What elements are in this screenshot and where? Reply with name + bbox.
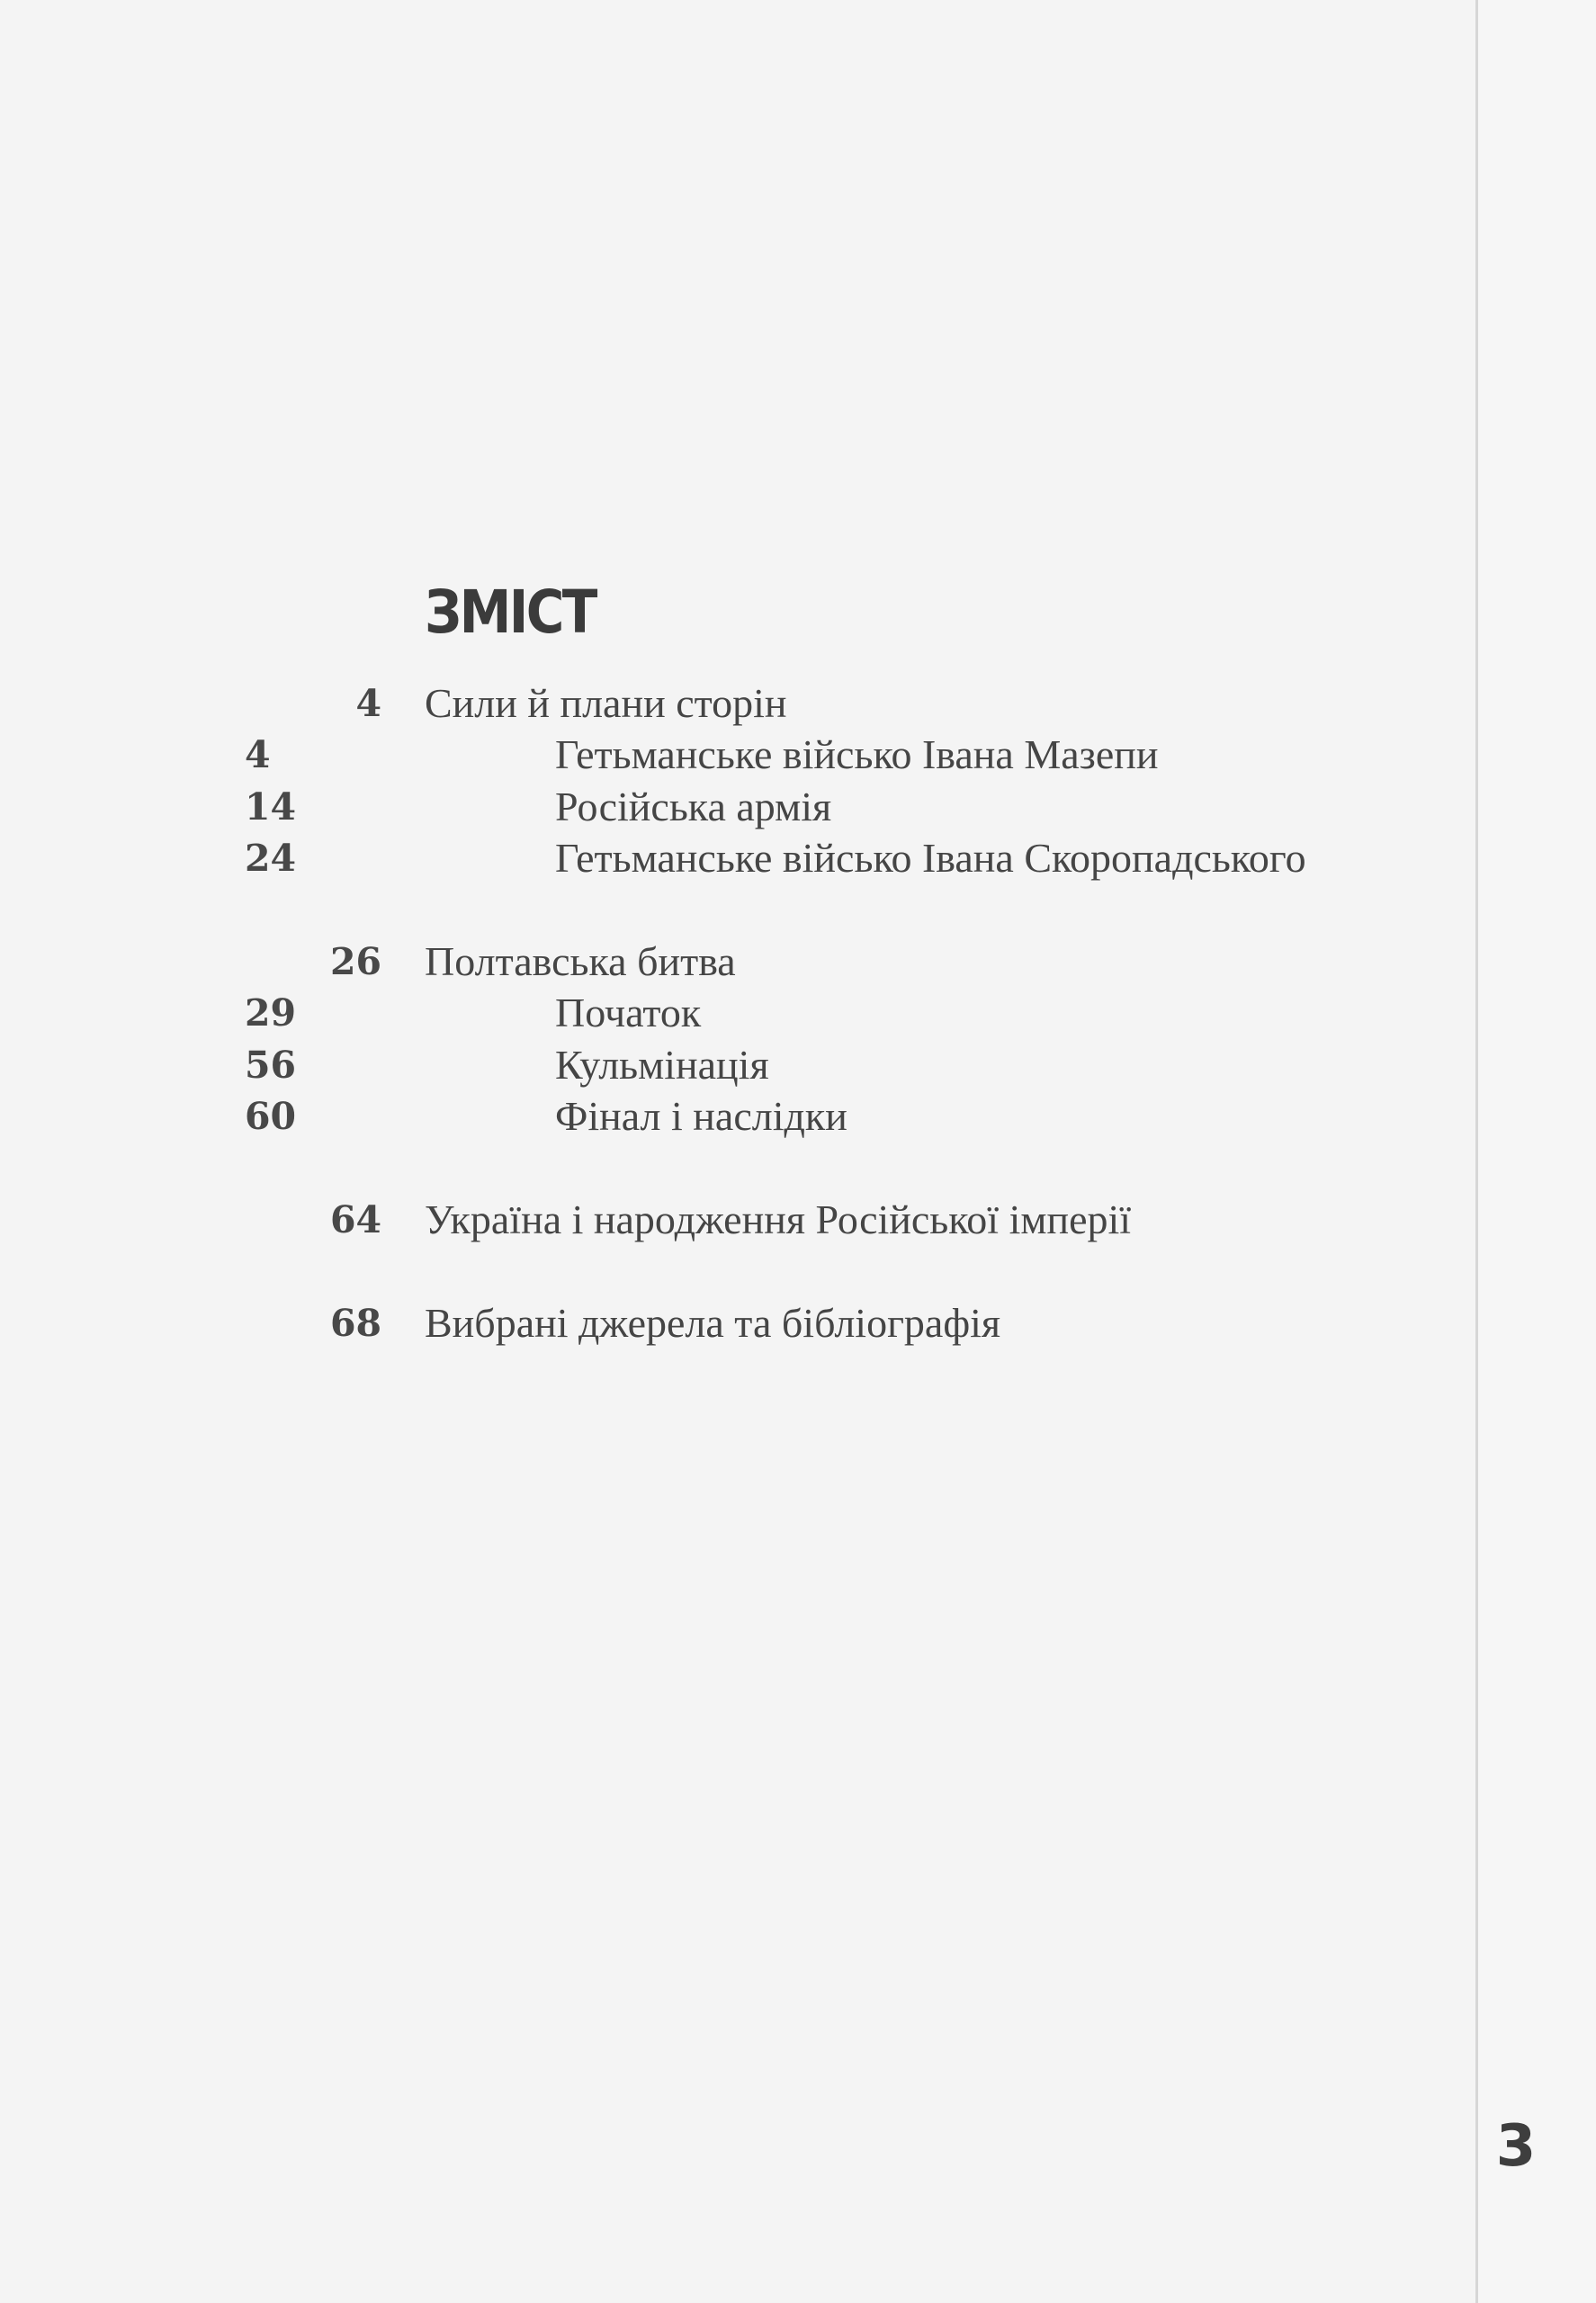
toc-subsection[interactable] [0,729,1475,781]
toc-section-label: Україна і народження Російської імперії [425,1196,1132,1242]
toc-section-page: 26 [329,940,381,983]
toc-subsection-label: Кульмінація [555,1042,769,1088]
toc-section-page: 64 [329,1198,381,1241]
toc-subsection-label: Російська армія [555,784,832,829]
toc-section-page: 68 [329,1302,381,1345]
toc-section-page: 4 [355,682,381,725]
page-number: 3 [1495,2113,1537,2180]
toc-subsection[interactable] [0,1039,1475,1091]
toc-section[interactable] [0,936,1475,988]
toc-subsection[interactable] [0,832,1475,884]
toc-subsection-label: Фінал і наслідки [555,1093,847,1139]
toc-section[interactable] [0,677,1475,730]
toc-subsection[interactable] [0,1090,1475,1143]
toc-subsection-page: 24 [245,837,297,880]
toc-section-label: Сили й плани сторін [425,680,787,726]
toc-section[interactable] [0,1297,1475,1349]
toc-subsection-label: Гетьманське військо Івана Мазепи [555,731,1159,777]
toc-subsection-label: Початок [555,990,702,1035]
toc-section[interactable] [0,1194,1475,1246]
page-outer-margin [1478,0,1596,2303]
toc-subsection-label: Гетьманське військо Івана Скоропадського [555,835,1306,881]
toc-subsection[interactable] [0,781,1475,833]
toc-section-label: Полтавська битва [425,938,736,984]
toc-section-label: Вибрані джерела та бібліографія [425,1300,1001,1346]
toc-subsection-page: 4 [245,733,271,776]
toc-title: ЗМІСТ [425,578,596,647]
toc-subsection-page: 56 [245,1044,297,1087]
toc-subsection-page: 60 [245,1095,297,1138]
toc-subsection[interactable] [0,987,1475,1039]
toc-subsection-page: 14 [245,785,297,829]
toc-subsection-page: 29 [245,991,297,1035]
